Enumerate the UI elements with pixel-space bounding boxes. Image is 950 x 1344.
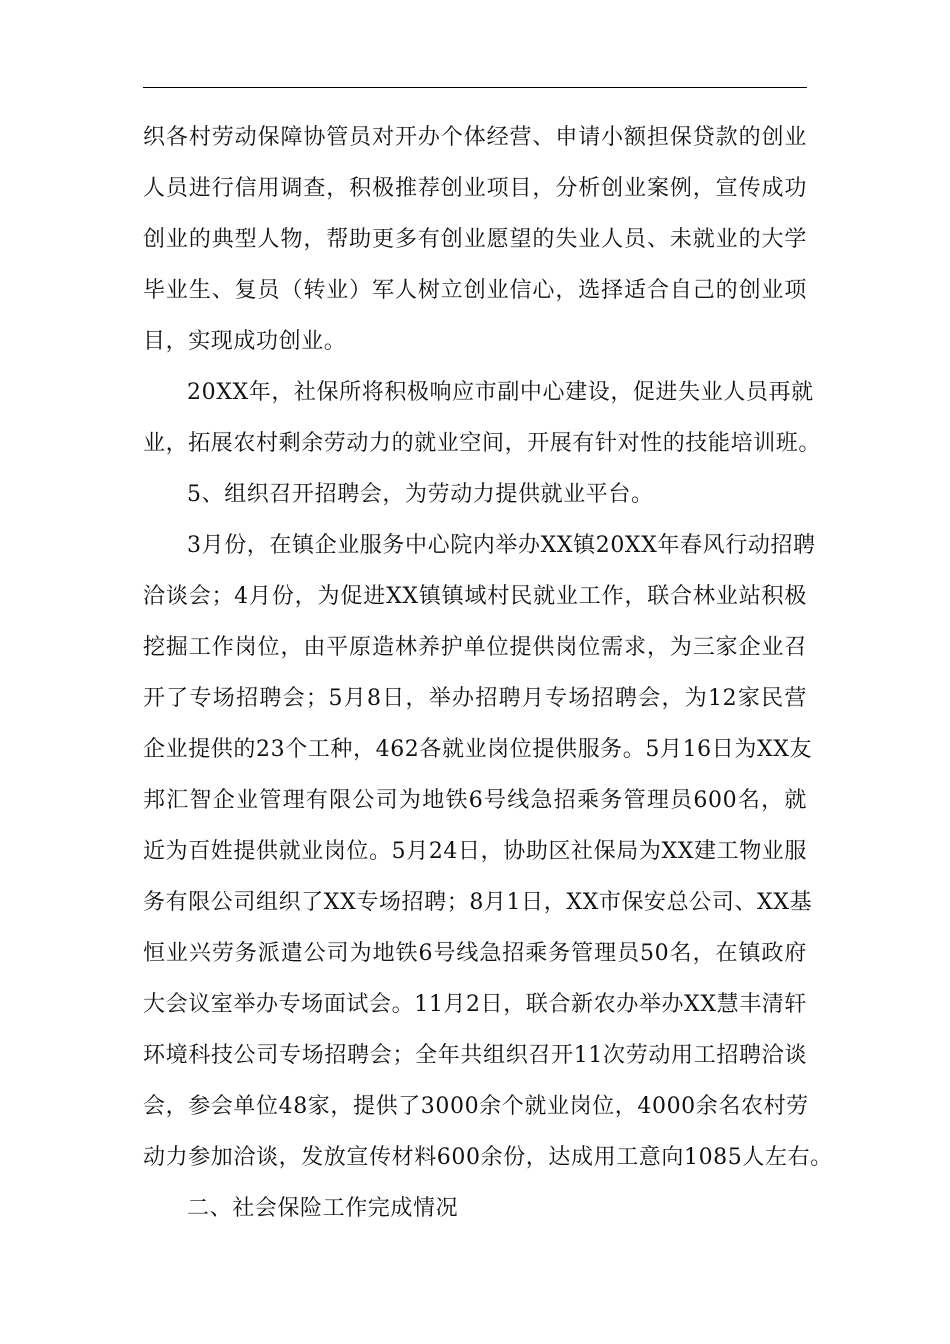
- text-line: 业，拓展农村剩余劳动力的就业空间，开展有针对性的技能培训班。: [143, 431, 822, 456]
- text-line: 近为百姓提供就业岗位。5月24日，协助区社保局为XX建工物业服: [143, 839, 807, 864]
- text-line: 动力参加洽谈，发放宣传材料600余份，达成用工意向1085人左右。: [143, 1145, 833, 1170]
- text-line: 洽谈会；4月份，为促进XX镇镇域村民就业工作，联合林业站积极: [143, 584, 807, 609]
- text-line: 企业提供的23个工种，462各就业岗位提供服务。5月16日为XX友: [143, 737, 813, 762]
- text-line: 大会议室举办专场面试会。11月2日，联合新农办举办XX慧丰清轩: [143, 992, 807, 1017]
- text-line: 恒业兴劳务派遣公司为地铁6号线急招乘务管理员50名，在镇政府: [143, 941, 807, 966]
- text-line: 邦汇智企业管理有限公司为地铁6号线急招乘务管理员600名，就: [143, 788, 807, 813]
- text-line: 会，参会单位48家，提供了3000余个就业岗位，4000余名农村劳: [143, 1094, 809, 1119]
- text-line: 3月份，在镇企业服务中心院内举办XX镇20XX年春风行动招聘: [187, 533, 816, 558]
- section-heading: 5、组织召开招聘会，为劳动力提供就业平台。: [187, 482, 654, 507]
- text-line: 创业的典型人物，帮助更多有创业愿望的失业人员、未就业的大学: [143, 227, 807, 252]
- header-rule: [143, 87, 807, 88]
- text-line: 毕业生、复员（转业）军人树立创业信心，选择适合自己的创业项: [143, 278, 807, 303]
- text-line: 20XX年，社保所将积极响应市副中心建设，促进失业人员再就: [187, 380, 814, 405]
- text-line: 环境科技公司专场招聘会；全年共组织召开11次劳动用工招聘洽谈: [143, 1043, 807, 1068]
- text-line: 开了专场招聘会；5月8日，举办招聘月专场招聘会，为12家民营: [143, 686, 807, 711]
- text-line: 务有限公司组织了XX专场招聘；8月1日，XX市保安总公司、XX基: [143, 890, 813, 915]
- section-heading: 二、社会保险工作完成情况: [187, 1196, 459, 1221]
- text-line: 人员进行信用调查，积极推荐创业项目，分析创业案例，宣传成功: [143, 176, 807, 201]
- text-line: 挖掘工作岗位，由平原造林养护单位提供岗位需求，为三家企业召: [143, 635, 807, 660]
- text-line: 目，实现成功创业。: [143, 329, 347, 354]
- text-line: 织各村劳动保障协管员对开办个体经营、申请小额担保贷款的创业: [143, 125, 807, 150]
